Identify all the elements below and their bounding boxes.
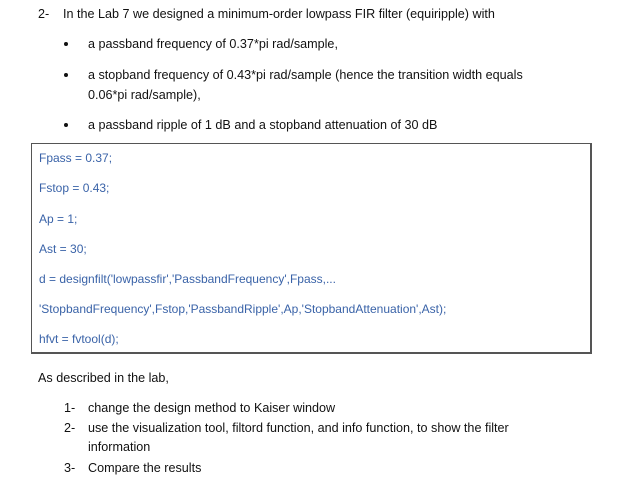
bullet-stopband-frequency: a stopband frequency of 0.43*pi rad/sample (hence the transition width equals xyxy=(88,68,523,82)
task-compare: Compare the results xyxy=(88,461,202,475)
tasks-intro: As described in the lab, xyxy=(38,371,169,385)
bullet-stopband-frequency-cont: 0.06*pi rad/sample), xyxy=(88,88,201,102)
code-line-designfilt: d = designfilt('lowpassfir','PassbandFrequency',Fpass,... xyxy=(39,272,336,286)
task-visualization-cont: information xyxy=(88,440,151,454)
task-kaiser: change the design method to Kaiser window xyxy=(88,401,336,415)
code-line-ap: Ap = 1; xyxy=(39,212,78,226)
code-line-fvtool: hfvt = fvtool(d); xyxy=(39,332,119,346)
bullet-icon xyxy=(64,42,68,46)
task-number: 2- xyxy=(64,421,76,435)
question-number: 2- xyxy=(38,7,50,21)
question-intro: In the Lab 7 we designed a minimum-order lowpass FIR filter (equiripple) with xyxy=(63,7,495,21)
task-visualization: use the visualization tool, filtord function, and info function, to show the filter xyxy=(88,421,509,435)
code-block xyxy=(31,143,592,354)
code-line-fstop: Fstop = 0.43; xyxy=(39,181,110,195)
bullet-ripple-attenuation: a passband ripple of 1 dB and a stopband attenuation of 30 dB xyxy=(88,118,438,132)
code-line-ast: Ast = 30; xyxy=(39,242,87,256)
bullet-icon xyxy=(64,123,68,127)
code-line-designfilt-cont: 'StopbandFrequency',Fstop,'PassbandRipple',Ap,'StopbandAttenuation',Ast); xyxy=(39,302,447,316)
bullet-passband-frequency: a passband frequency of 0.37*pi rad/sample, xyxy=(88,37,338,51)
task-number: 1- xyxy=(64,401,76,415)
code-line-fpass: Fpass = 0.37; xyxy=(39,151,113,165)
task-number: 3- xyxy=(64,461,76,475)
bullet-icon xyxy=(64,73,68,77)
